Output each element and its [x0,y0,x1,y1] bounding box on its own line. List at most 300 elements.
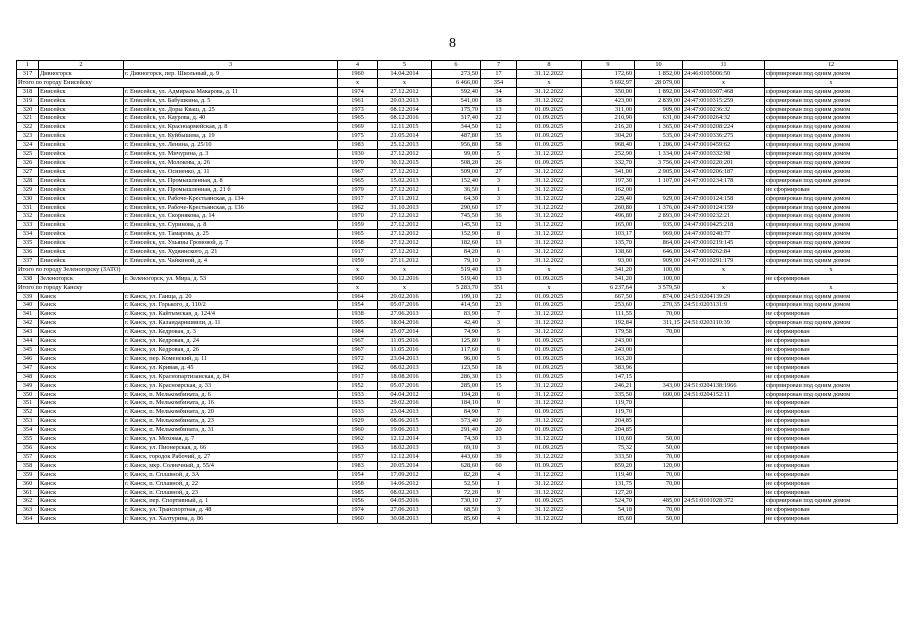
table-cell: 31.12.2022 [517,488,582,497]
table-cell: 162,00 [582,185,635,194]
subtotal-cell: x [338,283,378,292]
table-cell [683,461,765,470]
table-cell: 350,00 [582,87,635,96]
table-cell: 13 [481,239,517,248]
table-cell: 05.07.2016 [378,301,432,310]
table-cell: 1 107,00 [635,176,683,185]
table-cell: г. Канск, п. Мелькомбината, д. 23 [124,417,338,426]
subtotal-cell: 519,40 [432,265,481,274]
table-cell: 285,00 [432,381,481,390]
table-cell: 352 [17,408,39,417]
table-row [17,176,898,185]
table-cell: 31.12.2022 [517,239,582,248]
table-cell: 1974 [338,87,378,96]
table-cell: 363 [17,506,39,515]
table-cell: сформирован под одним домом [765,87,898,96]
table-row [17,158,898,167]
table-cell: 359 [17,470,39,479]
table-cell: 956,80 [432,141,481,150]
table-cell: 50,00 [635,443,683,452]
table-cell: 23.04.2013 [378,354,432,363]
table-cell: 24:47:0010206:187 [683,167,765,176]
table-cell: Канск [39,292,124,301]
table-row [17,114,898,123]
table-cell: 31.12.2022 [517,256,582,265]
table-cell: Енисейск [39,203,124,212]
table-cell: 42,40 [432,319,481,328]
table-cell [683,506,765,515]
table-cell: г. Енисейск, ул. Доры Кваш, д. 25 [124,105,338,114]
subtotal-cell: x [517,265,582,274]
table-cell: сформирован под одним домом [765,114,898,123]
table-cell: 24:51:0101028:372 [683,497,765,506]
table-cell: г. Енисейск, ул. Тамарова, д. 25 [124,230,338,239]
table-cell: 6 [481,248,517,257]
table-cell: сформирован под одним домом [765,203,898,212]
table-cell [635,363,683,372]
table-cell: не сформирован [765,399,898,408]
table-cell: 27.12.2012 [378,212,432,221]
table-cell: 01.09.2025 [517,443,582,452]
subtotal-cell: x [765,78,898,87]
table-cell: 356 [17,443,39,452]
subtotal-cell: 28 079,00 [635,78,683,87]
table-cell: 2 839,00 [635,96,683,105]
table-cell: 346 [17,354,39,363]
table-cell: 3 756,00 [635,158,683,167]
table-cell: 1962 [338,203,378,212]
table-cell: Канск [39,390,124,399]
table-cell: 311,00 [582,105,635,114]
table-cell: 1 286,00 [635,141,683,150]
table-cell: 496,80 [582,212,635,221]
table-row [17,488,898,497]
table-cell: 341,00 [582,167,635,176]
table-cell: 859,20 [582,461,635,470]
subtotal-label: Итого по городу Зеленогорску (ЗАТО) [17,265,338,274]
table-cell: сформирован под одним домом [765,167,898,176]
table-cell: 01.09.2025 [517,105,582,114]
table-cell: г. Енисейск, ул. Адмирала Макарова, д. 11 [124,87,338,96]
table-cell: 329 [17,185,39,194]
table-cell: 358 [17,461,39,470]
table-cell: Енисейск [39,167,124,176]
table-cell: 354 [17,426,39,435]
table-cell: 15 [481,381,517,390]
table-cell: 179,58 [582,328,635,337]
table-cell: 286,30 [432,372,481,381]
table-cell: 216,20 [582,123,635,132]
table-cell: г. Енисейск, ул. Рабоче-Крестьянская, д. 134 [124,194,338,203]
table-cell: 127,20 [582,488,635,497]
table-cell [635,426,683,435]
subtotal-cell: 100,00 [635,265,683,274]
table-cell: 7 [481,408,517,417]
table-cell: 24:47:0010236:32 [683,105,765,114]
table-row [17,185,898,194]
table-cell: 2 905,00 [635,167,683,176]
table-cell: 01.09.2025 [517,408,582,417]
table-cell: 182,60 [432,239,481,248]
table-cell: 50,00 [635,515,683,524]
table-cell: 31.12.2022 [517,515,582,524]
table-cell: Зеленогорск [39,274,124,283]
table-row [17,399,898,408]
table-cell: Енисейск [39,248,124,257]
table-cell: 270,35 [635,301,683,310]
table-cell: 26 [481,158,517,167]
table-cell: 273,50 [432,69,481,78]
table-cell: 321 [17,114,39,123]
table-cell: 210,90 [582,114,635,123]
table-cell: г. Дивногорск, пер. Школьный, д. 9 [124,69,338,78]
table-cell: 1967 [338,337,378,346]
table-cell: г. Канск, пер. Спортивный, д. 1 [124,497,338,506]
table-cell: 745,50 [432,212,481,221]
table-cell: 22 [481,292,517,301]
table-cell: 317 [17,69,39,78]
subtotal-cell: x [338,78,378,87]
table-cell: 27.12.2012 [378,87,432,96]
table-cell: г. Енисейск, ул. Ленина, д. 25/10 [124,141,338,150]
table-cell: 163,20 [582,354,635,363]
table-cell: 123,50 [432,363,481,372]
table-cell: 22 [481,114,517,123]
table-cell: 17 [481,69,517,78]
table-cell: Канск [39,337,124,346]
table-cell: Канск [39,372,124,381]
table-cell: 75,32 [582,443,635,452]
table-cell: не сформирован [765,515,898,524]
table-row [17,470,898,479]
table-cell: 18 [481,96,517,105]
table-cell: 24:51:0204139:29 [683,292,765,301]
table-cell: 15.02.2013 [378,176,432,185]
table-cell: 423,00 [582,96,635,105]
table-cell: Канск [39,381,124,390]
table-cell: 31.12.2022 [517,248,582,257]
table-cell: 1979 [338,185,378,194]
table-row [17,203,898,212]
table-cell: 31.12.2022 [517,150,582,159]
table-cell: 320 [17,105,39,114]
table-cell: Канск [39,363,124,372]
table-cell: Канск [39,417,124,426]
table-cell: 5 [481,354,517,363]
table-cell: Енисейск [39,114,124,123]
table-row [17,497,898,506]
subtotal-cell: x [683,283,765,292]
table-cell: 152,40 [432,176,481,185]
table-cell: 1956 [338,497,378,506]
subtotal-cell: x [683,78,765,87]
table-cell: 1962 [338,363,378,372]
table-cell: 1 376,00 [635,203,683,212]
table-cell: 100,00 [635,274,683,283]
table-cell: 68,50 [432,506,481,515]
table-cell: 31.12.2022 [517,167,582,176]
table-cell: 14.06.2012 [378,479,432,488]
table-cell: 414,50 [432,301,481,310]
table-cell [635,372,683,381]
table-cell: сформирован под одним домом [765,141,898,150]
table-cell: сформирован под одним домом [765,150,898,159]
table-cell [635,185,683,194]
table-cell: г. Енисейск, ул. Ульяны Громовой, д. 7 [124,239,338,248]
table-cell [683,408,765,417]
table-cell: 1961 [338,96,378,105]
table-cell: 20.05.2014 [378,461,432,470]
table-cell [635,399,683,408]
table-cell: 01.09.2025 [517,158,582,167]
table-cell: г. Енисейск, ул. Суринова, д. 8 [124,221,338,230]
table-cell: 60 [481,461,517,470]
table-cell: не сформирован [765,426,898,435]
table-cell: г. Енисейск, ул. Каурова, д. 40 [124,114,338,123]
subtotal-cell: x [765,265,898,274]
table-cell: 1933 [338,408,378,417]
table-cell: 864,00 [635,239,683,248]
table-cell: 383,96 [582,363,635,372]
table-cell: 332,70 [582,158,635,167]
table-cell: 12 [481,221,517,230]
table-cell: г. Канск, ул. Кедровая, д. 24 [124,337,338,346]
table-cell: 252,90 [582,150,635,159]
table-cell: 24:47:0010264:32 [683,114,765,123]
table-cell: не сформирован [765,452,898,461]
table-cell: 21.05.2014 [378,132,432,141]
table-cell: 74,90 [432,328,481,337]
table-cell: 243,00 [582,337,635,346]
table-cell: 24:51:0203110:39 [683,319,765,328]
column-number-cell: 2 [39,61,124,70]
table-cell: г. Енисейск, ул. Худяинского, д. 21 [124,248,338,257]
table-cell: 64,30 [432,194,481,203]
table-cell: 08.02.2013 [378,363,432,372]
table-cell: 541,00 [432,96,481,105]
table-cell: 2 893,00 [635,212,683,221]
table-cell: 27.11.2012 [378,194,432,203]
table-cell: 70,00 [635,452,683,461]
table-cell: 152,90 [432,230,481,239]
table-cell: 85,60 [432,515,481,524]
table-cell: 1933 [338,390,378,399]
table-cell: 50,00 [635,435,683,444]
column-number-cell: 9 [582,61,635,70]
table-cell: 24:47:0010291:179 [683,256,765,265]
table-cell: 96,00 [432,354,481,363]
table-cell: г. Канск, пер. Коменский, д. 11 [124,354,338,363]
table-cell: 13 [481,274,517,283]
table-cell: 3 [481,319,517,328]
table-cell: г. Канск, ул. Пионерская, д. 66 [124,443,338,452]
table-cell: 1969 [338,123,378,132]
table-cell: сформирован под одним домом [765,381,898,390]
table-cell: Канск [39,506,124,515]
table-cell: 27 [481,167,517,176]
table-cell: 353 [17,417,39,426]
table-cell: не сформирован [765,310,898,319]
table-cell: 1970 [338,158,378,167]
table-cell [683,328,765,337]
table-cell: 1973 [338,105,378,114]
table-cell: 08.06.2015 [378,417,432,426]
table-cell [683,479,765,488]
table-cell: 01.09.2025 [517,123,582,132]
table-cell [683,185,765,194]
table-cell: 70,00 [635,506,683,515]
table-cell: 319 [17,96,39,105]
table-row [17,256,898,265]
table-cell: Енисейск [39,221,124,230]
table-cell: 18.02.2013 [378,443,432,452]
column-number-cell: 3 [124,61,338,70]
table-cell: 34 [481,87,517,96]
table-cell: 165,00 [582,221,635,230]
table-cell: 24:47:0010208:224 [683,123,765,132]
table-cell: 6 [481,390,517,399]
table-cell: Енисейск [39,185,124,194]
table-cell: 1960 [338,274,378,283]
table-cell: г. Енисейск, ул. Промышленная, д. 21 б [124,185,338,194]
table-cell: 204,85 [582,426,635,435]
table-cell: 12 [481,123,517,132]
table-cell [635,488,683,497]
table-cell: Енисейск [39,212,124,221]
table-cell: 4 [481,515,517,524]
table-cell [683,443,765,452]
table-cell: 20.03.2013 [378,96,432,105]
table-cell: 333 [17,221,39,230]
table-cell: 84,90 [432,408,481,417]
column-number-cell: 8 [517,61,582,70]
table-cell: Канск [39,399,124,408]
table-cell: 01.09.2025 [517,292,582,301]
table-cell: 334 [17,230,39,239]
table-cell: 18 [481,363,517,372]
table-cell: 01.09.2025 [517,141,582,150]
subtotal-cell: 341,20 [582,265,635,274]
table-cell: 31.12.2022 [517,435,582,444]
table-cell: 5 [481,328,517,337]
table-cell: Канск [39,452,124,461]
table-row [17,274,898,283]
table-cell [683,372,765,381]
table-cell: не сформирован [765,417,898,426]
table-cell: г. Канск, ул. Гаища, д. 20 [124,292,338,301]
table-cell [635,346,683,355]
table-cell: г. Енисейск, ул. Осиненко, д. 11 [124,167,338,176]
subtotal-row [17,283,898,292]
table-cell: 82,20 [432,470,481,479]
table-cell: 6 [481,346,517,355]
table-cell: 27.06.2013 [378,506,432,515]
table-cell: 31.12.2022 [517,310,582,319]
table-cell: 111,55 [582,310,635,319]
table-cell: 1958 [338,239,378,248]
table-cell: 31.12.2022 [517,399,582,408]
table-cell: 147,15 [582,372,635,381]
table-cell: 347 [17,363,39,372]
table-cell [683,515,765,524]
table-cell: 340 [17,301,39,310]
table-cell: 01.09.2025 [517,426,582,435]
table-cell: 131,75 [582,479,635,488]
table-cell: 24:47:0010219:145 [683,239,765,248]
table-cell [683,399,765,408]
table-cell: 24:47:0010332:98 [683,150,765,159]
table-cell: 969,00 [635,230,683,239]
table-cell: 253,60 [582,301,635,310]
table-row [17,167,898,176]
table-cell: 25.07.2014 [378,328,432,337]
table-cell: 145,50 [432,221,481,230]
table-cell: Канск [39,426,124,435]
table-cell: Канск [39,479,124,488]
table-cell: 08.12.2014 [378,105,432,114]
table-cell: 3 [481,256,517,265]
table-cell: 1965 [338,176,378,185]
table-cell: сформирован под одним домом [765,176,898,185]
table-cell: 24:47:0010315:259 [683,96,765,105]
table-cell: 70,00 [635,328,683,337]
table-cell: 9 [481,337,517,346]
table-cell: 935,00 [635,221,683,230]
table-cell: 31.12.2022 [517,470,582,479]
subtotal-cell: 5 283,70 [432,283,481,292]
table-cell: сформирован под одним домом [765,301,898,310]
table-cell: 345 [17,346,39,355]
table-row [17,132,898,141]
table-cell: 31.12.2022 [517,230,582,239]
table-row [17,515,898,524]
table-cell: 27.12.2012 [378,167,432,176]
table-cell: 3 [481,194,517,203]
table-cell: 1954 [338,470,378,479]
table-cell: 3 [481,443,517,452]
table-cell: 31.12.2022 [517,452,582,461]
table-row [17,239,898,248]
table-cell: г. Канск, п. Сплавной, д. 23 [124,488,338,497]
table-cell [635,337,683,346]
table-cell: Енисейск [39,176,124,185]
table-cell: 31.10.2013 [378,203,432,212]
table-cell [683,426,765,435]
table-cell: 9 [481,488,517,497]
table-cell: 83,90 [432,310,481,319]
table-cell: не сформирован [765,185,898,194]
table-cell: 9 [481,399,517,408]
table-cell: 27.12.2012 [378,248,432,257]
table-cell: не сформирован [765,461,898,470]
table-cell: Енисейск [39,194,124,203]
table-cell: 1960 [338,426,378,435]
table-cell: г. Канск, п. Сплавной, д. 3А [124,470,338,479]
table-cell: 362 [17,497,39,506]
table-cell: 11.05.2016 [378,337,432,346]
table-cell: 04.05.2016 [378,497,432,506]
table-cell: Енисейск [39,230,124,239]
table-cell: 24:47:0010124:159 [683,203,765,212]
table-cell: 331 [17,203,39,212]
table-row [17,417,898,426]
table-cell: 631,00 [635,114,683,123]
column-number-row [17,61,898,70]
table-cell: 339 [17,292,39,301]
table-cell: 119,40 [582,470,635,479]
table-cell: Енисейск [39,150,124,159]
table-cell: 27.11.2012 [378,256,432,265]
